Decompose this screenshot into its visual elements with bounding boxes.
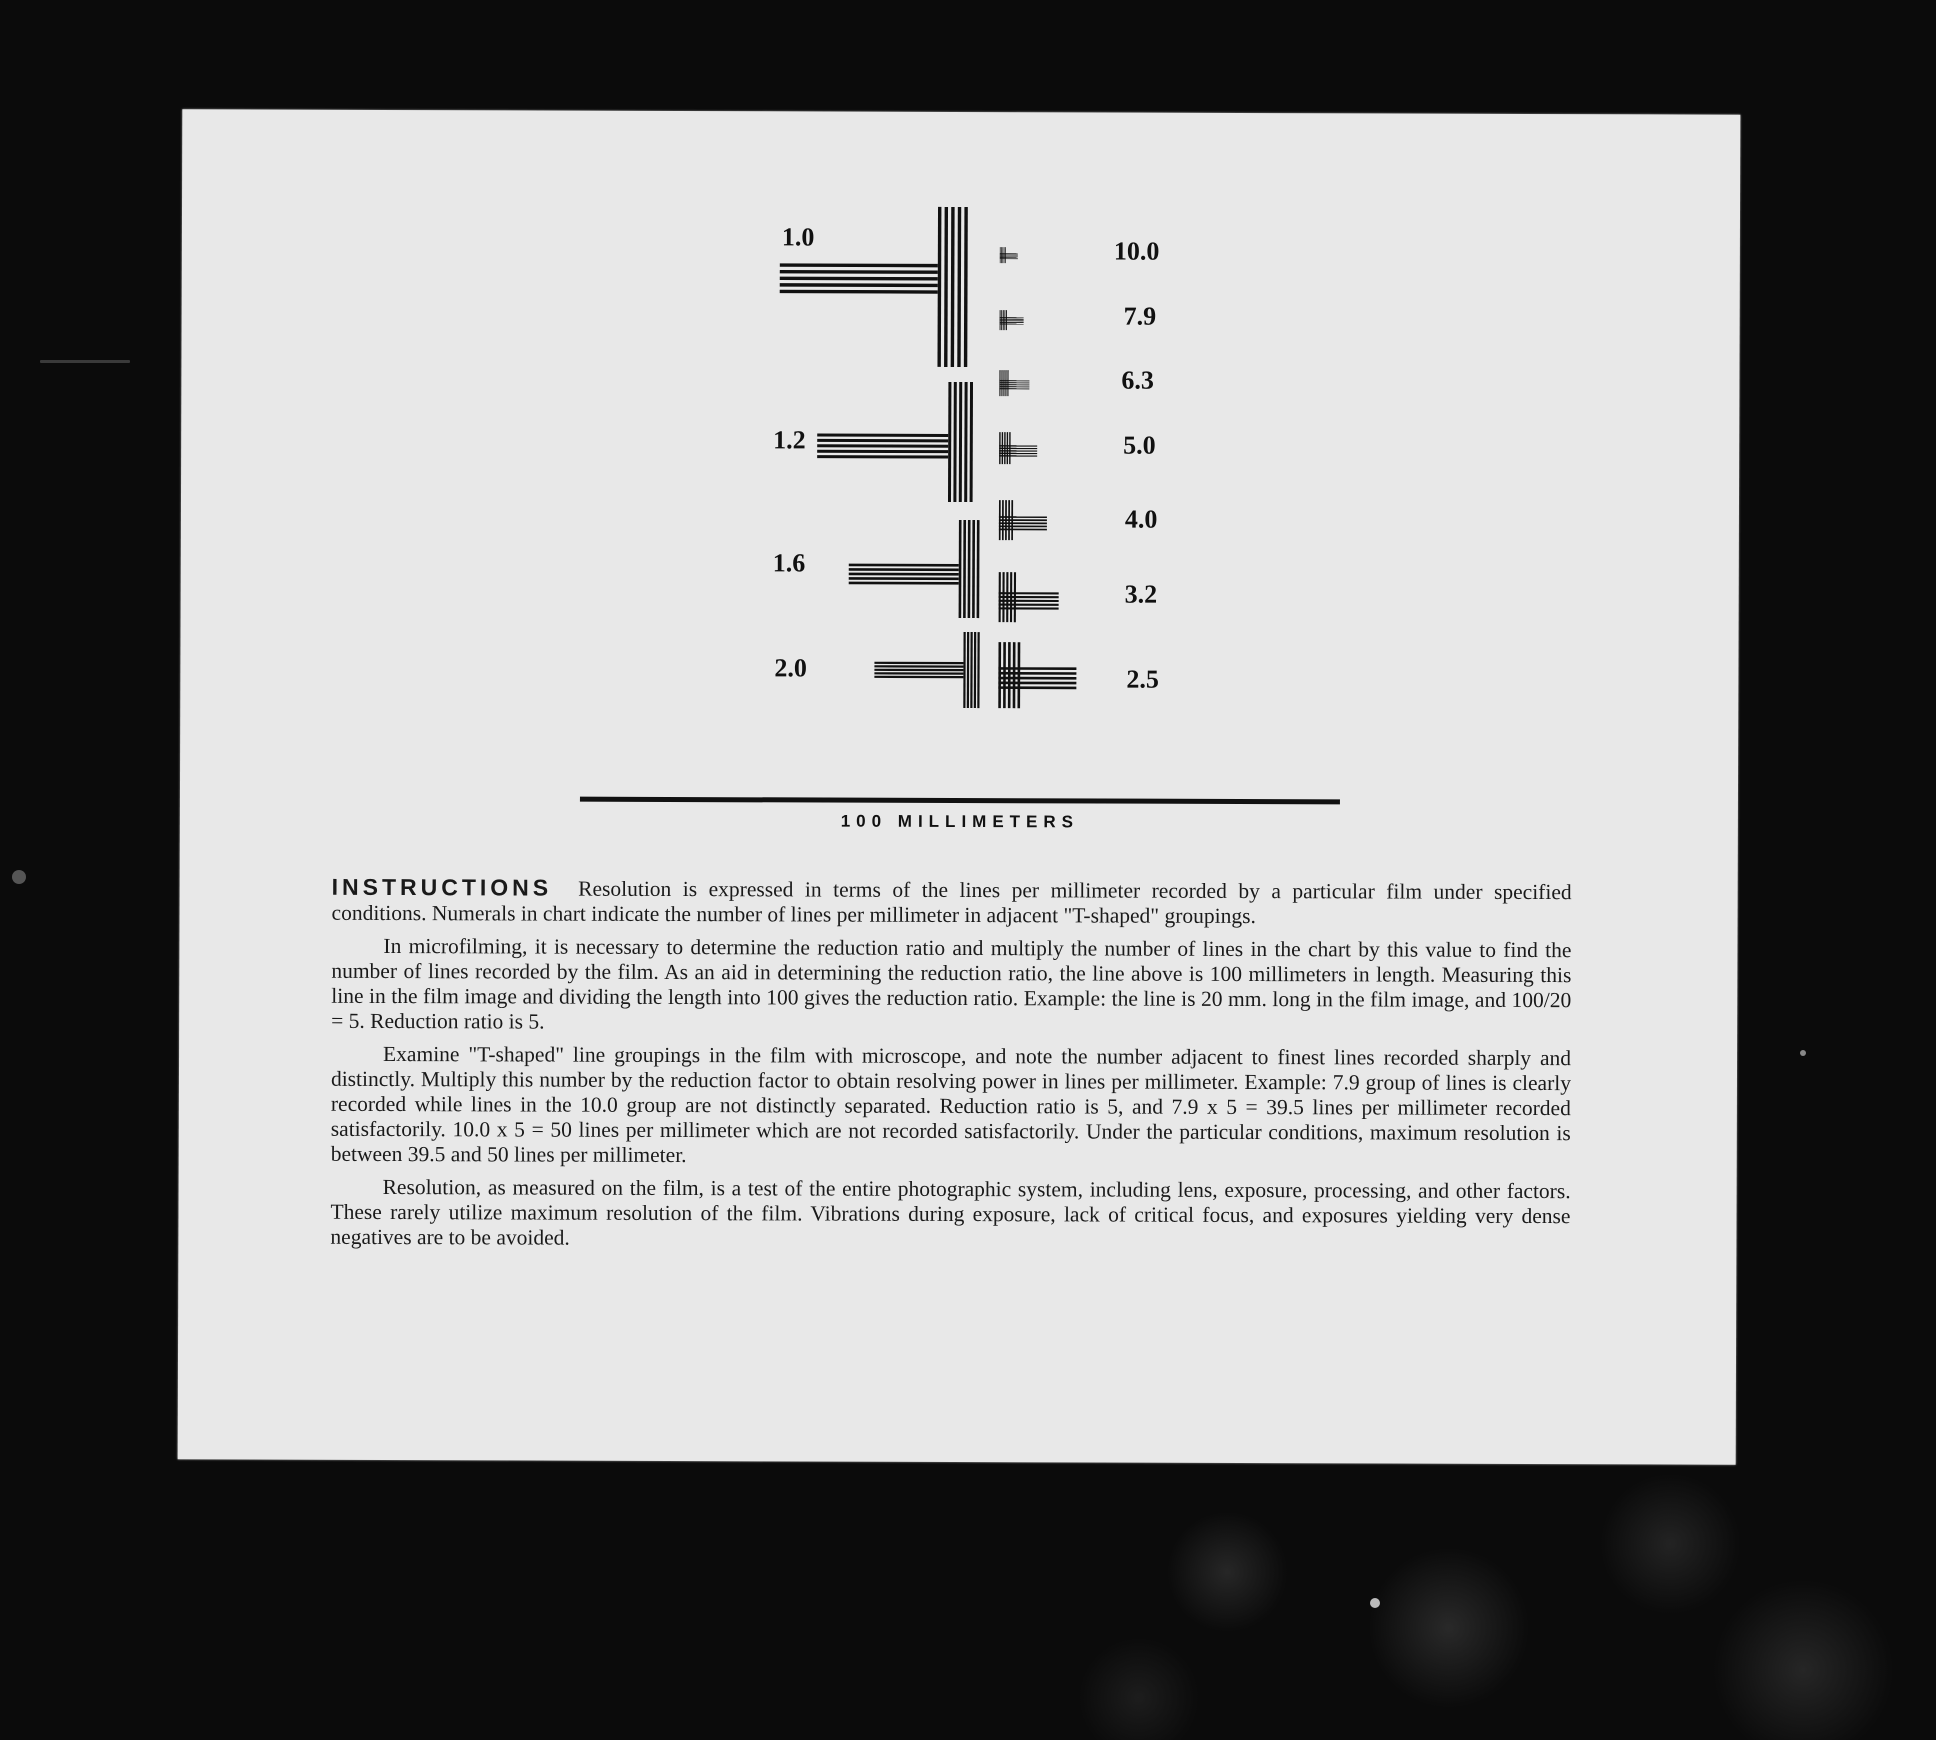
instructions-heading: INSTRUCTIONS	[331, 873, 553, 901]
resolution-test-card	[178, 109, 1741, 1464]
vertical-line	[1009, 432, 1011, 464]
vertical-line	[970, 632, 972, 708]
vertical-line	[1005, 500, 1007, 540]
vertical-line	[1008, 642, 1011, 708]
group-1-6	[849, 520, 980, 618]
horizontal-line	[1000, 257, 1018, 258]
film-grime	[1050, 1460, 1936, 1740]
label-7-9: 7.9	[1123, 301, 1157, 331]
horizontal-line	[874, 672, 963, 675]
vertical-line	[1017, 642, 1020, 708]
horizontal-line	[817, 439, 948, 442]
line-groupings	[778, 206, 1078, 708]
horizontal-line	[1000, 258, 1018, 259]
vertical-line	[1004, 247, 1005, 263]
horizontal-line	[874, 669, 963, 672]
vertical-line	[1001, 310, 1002, 330]
horizontal-line	[817, 450, 948, 453]
label-1-0: 1.0	[781, 222, 815, 252]
horizontal-line	[817, 434, 948, 437]
horizontal-line	[817, 455, 948, 458]
vertical-line	[974, 632, 976, 708]
label-10-0: 10.0	[1113, 236, 1160, 266]
vertical-line	[1000, 310, 1001, 330]
label-1-6: 1.6	[772, 548, 806, 578]
vertical-line	[967, 632, 969, 708]
vertical-line	[1004, 310, 1005, 330]
group-6-3	[999, 370, 1029, 396]
horizontal-line	[999, 455, 1037, 457]
dust-speck	[1800, 1050, 1806, 1056]
horizontal-line	[999, 522, 1047, 524]
horizontal-line	[849, 568, 959, 571]
vertical-line	[1003, 310, 1004, 330]
vertical-line	[1005, 370, 1006, 396]
horizontal-line	[999, 388, 1029, 389]
group-5-0	[999, 432, 1037, 464]
horizontal-line	[1000, 324, 1024, 325]
instructions-paragraph-3: Examine "T-shaped" line groupings in the film with microscope, and note the number adjacent to finest lines recorded sharply and distinctly. Multiply this number by the reduction factor to obtain resolving power in lines per millimeter. Example: 7.9 group of lines is clearly recorded while lines in the 10.0 group are not distinctly separated. Reduction ratio is 5, and 7.9 x 5 = 39.5 lines per millimeter recorded satisfactorily. 10.0 x 5 = 50 lines per millimeter which are not recorded satisfactorily. Under the particular conditions, maximum resolution is between 39.5 and 50 lines per millimeter.	[330, 1041, 1572, 1168]
label-2-0: 2.0	[774, 653, 807, 683]
group-1-2	[817, 382, 973, 503]
horizontal-line	[999, 529, 1047, 531]
horizontal-line	[1000, 322, 1024, 323]
horizontal-line	[1000, 256, 1018, 257]
horizontal-line	[999, 386, 1029, 387]
vertical-line	[968, 520, 971, 618]
vertical-line	[972, 520, 975, 618]
horizontal-line	[874, 662, 963, 665]
horizontal-line	[999, 384, 1029, 385]
vertical-line	[977, 520, 980, 618]
vertical-line	[963, 632, 965, 708]
group-7-9	[1000, 310, 1024, 330]
group-3-2	[999, 572, 1059, 622]
horizontal-line	[849, 577, 959, 580]
vertical-line	[959, 382, 962, 502]
vertical-line	[957, 207, 961, 367]
horizontal-line	[780, 277, 938, 281]
resolution-chart	[180, 109, 1741, 834]
vertical-line	[1007, 370, 1008, 396]
vertical-line	[1008, 500, 1010, 540]
horizontal-line	[999, 453, 1037, 455]
vertical-line	[1004, 432, 1006, 464]
horizontal-line	[780, 290, 938, 294]
vertical-line	[1006, 310, 1007, 330]
label-5-0: 5.0	[1123, 430, 1156, 460]
vertical-line	[1003, 370, 1004, 396]
vertical-line	[948, 382, 951, 502]
group-10-0	[1000, 247, 1018, 263]
horizontal-line	[849, 582, 959, 585]
vertical-line	[1002, 247, 1003, 263]
vertical-line	[1006, 572, 1008, 622]
horizontal-line	[874, 665, 963, 668]
horizontal-line	[780, 263, 938, 267]
horizontal-line	[780, 270, 938, 274]
horizontal-line	[849, 573, 959, 576]
vertical-line	[970, 382, 973, 502]
vertical-line	[998, 642, 1001, 708]
group-2-5	[998, 642, 1076, 708]
vertical-line	[937, 207, 941, 367]
dust-speck	[1370, 1598, 1380, 1608]
vertical-line	[944, 207, 948, 367]
scale-label: 100 MILLIMETERS	[840, 811, 1080, 832]
group-4-0	[999, 500, 1047, 540]
vertical-line	[963, 520, 966, 618]
dust-speck	[12, 870, 26, 884]
horizontal-line	[999, 450, 1037, 452]
horizontal-line	[998, 686, 1076, 689]
label-1-2: 1.2	[773, 425, 806, 455]
dust-speck	[40, 360, 130, 363]
100mm-scale-line	[580, 797, 1340, 805]
horizontal-line	[817, 444, 948, 447]
vertical-line	[964, 207, 968, 367]
vertical-line	[953, 382, 956, 502]
horizontal-line	[998, 682, 1076, 685]
vertical-line	[1010, 572, 1012, 622]
instructions-paragraph-2: In microfilming, it is necessary to determine the reduction ratio and multiply the number of lines in the chart by this value to find the number of lines recorded by the film. As an aid in determining the reduction ratio, the line above is 100 millimeters in length. Measuring this line in the film image and dividing the length into 100 gives the reduction ratio. Example: the line is 20 mm. long in the film image, and 100/20 = 5. Reduction ratio is 5.	[331, 933, 1572, 1034]
instructions-text	[330, 875, 1571, 1262]
horizontal-line	[874, 676, 963, 679]
horizontal-line	[999, 607, 1059, 609]
horizontal-line	[999, 604, 1059, 606]
vertical-line	[977, 632, 979, 708]
vertical-line	[1011, 500, 1013, 540]
right-scale-labels	[1112, 237, 1160, 694]
horizontal-line	[999, 600, 1059, 602]
vertical-line	[959, 520, 962, 618]
vertical-line	[964, 382, 967, 502]
vertical-line	[1013, 642, 1016, 708]
vertical-line	[951, 207, 955, 367]
vertical-line	[1003, 642, 1006, 708]
horizontal-line	[998, 677, 1076, 680]
label-2-5: 2.5	[1126, 664, 1159, 694]
vertical-line	[1007, 432, 1009, 464]
label-3-2: 3.2	[1124, 579, 1158, 609]
vertical-line	[1014, 572, 1016, 622]
label-6-3: 6.3	[1121, 365, 1154, 395]
horizontal-line	[1000, 320, 1024, 321]
label-4-0: 4.0	[1124, 504, 1158, 534]
vertical-line	[1005, 247, 1006, 263]
horizontal-line	[999, 525, 1047, 527]
horizontal-line	[780, 283, 938, 287]
group-2-0	[874, 632, 979, 708]
paragraph-text: Resolution is expressed in terms of the lines per millimeter recorded by a particular film under specified conditions. Numerals in chart indicate the number of lines per millimeter in adjacent "T-shaped" groupings.	[331, 876, 1572, 929]
instructions-paragraph-1	[332, 875, 1572, 930]
instructions-paragraph-4: Resolution, as measured on the film, is a test of the entire photographic system, including lens, exposure, processing, and other factors. These rarely utilize maximum resolution of the film. Vibrations during exposure, lack of critical focus, and exposures yielding very dense negatives are to be avoided.	[330, 1174, 1571, 1250]
horizontal-line	[849, 564, 959, 567]
